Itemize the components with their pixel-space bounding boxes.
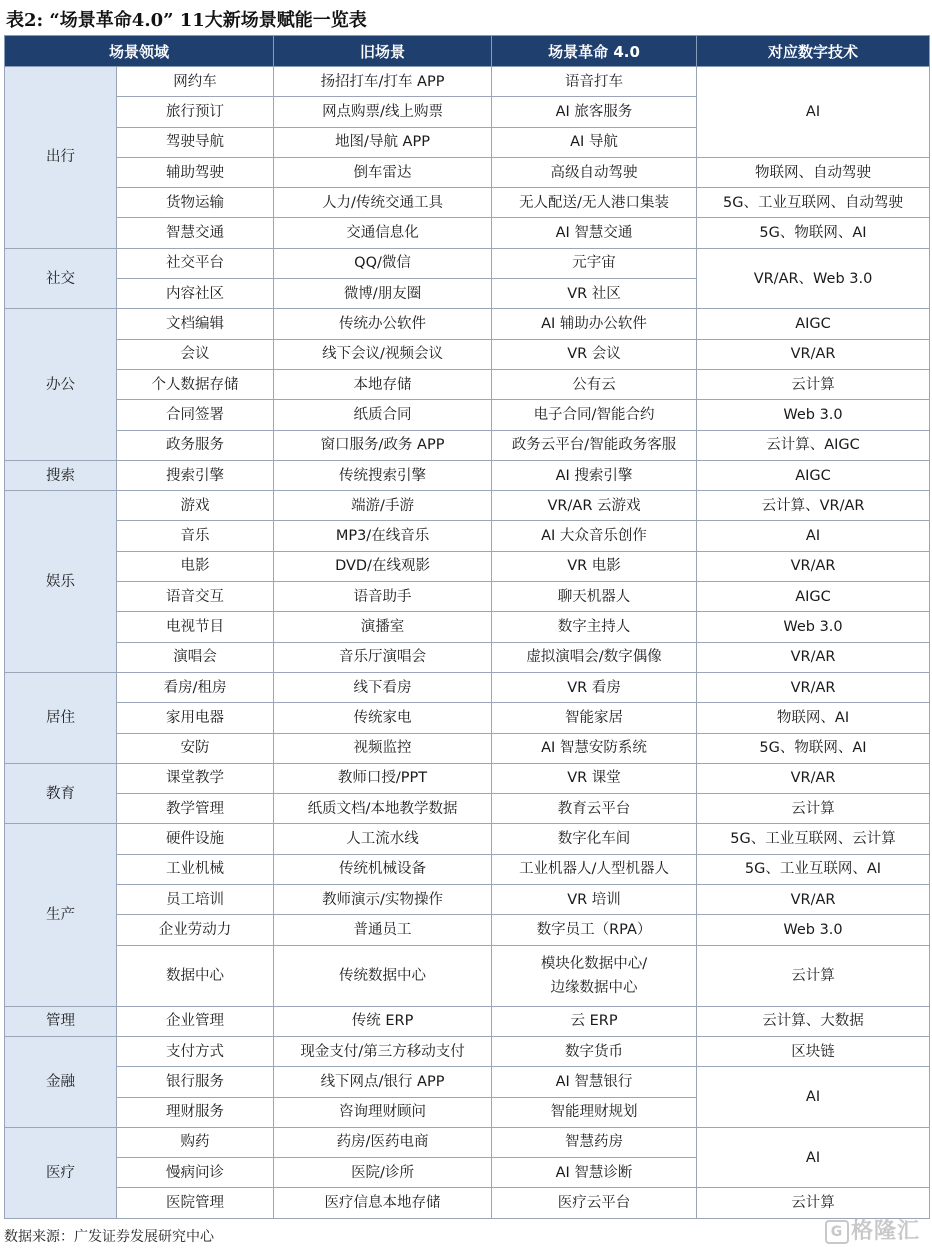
new-scenario-cell: VR 看房 bbox=[492, 672, 697, 702]
new-scenario-cell: AI 智慧安防系统 bbox=[492, 733, 697, 763]
subdomain-cell: 音乐 bbox=[117, 521, 274, 551]
header-domain: 场景领域 bbox=[5, 36, 274, 67]
new-scenario-cell: AI 智慧交通 bbox=[492, 218, 697, 248]
subdomain-cell: 文档编辑 bbox=[117, 309, 274, 339]
tech-cell: Web 3.0 bbox=[697, 915, 930, 945]
subdomain-cell: 支付方式 bbox=[117, 1036, 274, 1066]
table-row bbox=[5, 1127, 930, 1157]
subdomain-cell: 教学管理 bbox=[117, 794, 274, 824]
table-row bbox=[5, 1006, 930, 1036]
table-row bbox=[5, 915, 930, 945]
table-row bbox=[5, 551, 930, 581]
table-row bbox=[5, 67, 930, 97]
table-row bbox=[5, 309, 930, 339]
new-scenario-cell: VR 课堂 bbox=[492, 763, 697, 793]
old-scenario-cell: 医疗信息本地存储 bbox=[274, 1188, 492, 1218]
old-scenario-cell: 微博/朋友圈 bbox=[274, 279, 492, 309]
domain-cell: 金融 bbox=[5, 1036, 117, 1127]
subdomain-cell: 网约车 bbox=[117, 67, 274, 97]
table-row bbox=[5, 491, 930, 521]
table-row bbox=[5, 460, 930, 490]
tech-cell: 云计算 bbox=[697, 369, 930, 399]
new-scenario-cell: 高级自动驾驶 bbox=[492, 157, 697, 187]
tech-cell: 物联网、自动驾驶 bbox=[697, 157, 930, 187]
old-scenario-cell: 传统家电 bbox=[274, 703, 492, 733]
domain-cell: 社交 bbox=[5, 248, 117, 309]
new-scenario-cell: 工业机器人/人型机器人 bbox=[492, 854, 697, 884]
tech-cell: 云计算、VR/AR bbox=[697, 491, 930, 521]
subdomain-cell: 合同签署 bbox=[117, 400, 274, 430]
new-scenario-cell: VR/AR 云游戏 bbox=[492, 491, 697, 521]
old-scenario-cell: 倒车雷达 bbox=[274, 157, 492, 187]
old-scenario-cell: 地图/导航 APP bbox=[274, 127, 492, 157]
subdomain-cell: 个人数据存储 bbox=[117, 369, 274, 399]
subdomain-cell: 会议 bbox=[117, 339, 274, 369]
new-scenario-cell: 无人配送/无人港口集装 bbox=[492, 188, 697, 218]
watermark-logo-icon: G bbox=[825, 1220, 849, 1244]
new-scenario-cell: 数字化车间 bbox=[492, 824, 697, 854]
subdomain-cell: 硬件设施 bbox=[117, 824, 274, 854]
tech-cell: 5G、工业互联网、云计算 bbox=[697, 824, 930, 854]
tech-cell: VR/AR bbox=[697, 763, 930, 793]
table-row bbox=[5, 733, 930, 763]
old-scenario-cell: 窗口服务/政务 APP bbox=[274, 430, 492, 460]
old-scenario-cell: 扬招打车/打车 APP bbox=[274, 67, 492, 97]
new-scenario-cell: 数字员工（RPA） bbox=[492, 915, 697, 945]
subdomain-cell: 慢病问诊 bbox=[117, 1158, 274, 1188]
watermark bbox=[825, 1214, 920, 1245]
new-scenario-cell: 智能家居 bbox=[492, 703, 697, 733]
domain-cell: 娱乐 bbox=[5, 491, 117, 673]
header-new-scenario: 场景革命 4.0 bbox=[492, 36, 697, 67]
header-old-scenario: 旧场景 bbox=[274, 36, 492, 67]
new-scenario-cell: 数字货币 bbox=[492, 1036, 697, 1066]
tech-cell: 云计算、AIGC bbox=[697, 430, 930, 460]
new-scenario-cell: 数字主持人 bbox=[492, 612, 697, 642]
tech-cell: VR/AR、Web 3.0 bbox=[697, 248, 930, 309]
new-scenario-cell: VR 电影 bbox=[492, 551, 697, 581]
table-row bbox=[5, 703, 930, 733]
old-scenario-cell: 传统搜索引擎 bbox=[274, 460, 492, 490]
domain-cell: 医疗 bbox=[5, 1127, 117, 1218]
old-scenario-cell: 咨询理财顾问 bbox=[274, 1097, 492, 1127]
subdomain-cell: 政务服务 bbox=[117, 430, 274, 460]
old-scenario-cell: 现金支付/第三方移动支付 bbox=[274, 1036, 492, 1066]
table-row bbox=[5, 1067, 930, 1097]
old-scenario-cell: DVD/在线观影 bbox=[274, 551, 492, 581]
subdomain-cell: 电视节目 bbox=[117, 612, 274, 642]
old-scenario-cell: 教师演示/实物操作 bbox=[274, 885, 492, 915]
tech-cell: VR/AR bbox=[697, 642, 930, 672]
old-scenario-cell: 语音助手 bbox=[274, 582, 492, 612]
table-title: 表2: “场景革命4.0” 11大新场景赋能一览表 bbox=[6, 10, 367, 31]
table-row bbox=[5, 218, 930, 248]
subdomain-cell: 员工培训 bbox=[117, 885, 274, 915]
subdomain-cell: 演唱会 bbox=[117, 642, 274, 672]
domain-cell: 办公 bbox=[5, 309, 117, 460]
old-scenario-cell: 线下网点/银行 APP bbox=[274, 1067, 492, 1097]
tech-cell: 云计算、大数据 bbox=[697, 1006, 930, 1036]
table-row bbox=[5, 1188, 930, 1218]
header-row bbox=[5, 36, 930, 67]
subdomain-cell: 看房/租房 bbox=[117, 672, 274, 702]
tech-cell: 5G、工业互联网、自动驾驶 bbox=[697, 188, 930, 218]
table-row bbox=[5, 521, 930, 551]
subdomain-cell: 数据中心 bbox=[117, 945, 274, 1006]
tech-cell: VR/AR bbox=[697, 551, 930, 581]
new-scenario-cell: VR 会议 bbox=[492, 339, 697, 369]
subdomain-cell: 医院管理 bbox=[117, 1188, 274, 1218]
new-scenario-cell: VR 社区 bbox=[492, 279, 697, 309]
tech-cell: Web 3.0 bbox=[697, 612, 930, 642]
domain-cell: 出行 bbox=[5, 67, 117, 249]
old-scenario-cell: 人力/传统交通工具 bbox=[274, 188, 492, 218]
old-scenario-cell: 视频监控 bbox=[274, 733, 492, 763]
new-scenario-cell: AI 大众音乐创作 bbox=[492, 521, 697, 551]
subdomain-cell: 购药 bbox=[117, 1127, 274, 1157]
old-scenario-cell: 音乐厅演唱会 bbox=[274, 642, 492, 672]
table-row bbox=[5, 824, 930, 854]
old-scenario-cell: 演播室 bbox=[274, 612, 492, 642]
domain-cell: 生产 bbox=[5, 824, 117, 1006]
subdomain-cell: 内容社区 bbox=[117, 279, 274, 309]
new-scenario-cell: 智慧药房 bbox=[492, 1127, 697, 1157]
source-note: 数据来源：广发证券发展研究中心 bbox=[4, 1229, 214, 1245]
scenario-table bbox=[4, 35, 930, 1219]
old-scenario-cell: 网点购票/线上购票 bbox=[274, 97, 492, 127]
tech-cell: AI bbox=[697, 1067, 930, 1128]
old-scenario-cell: 纸质合同 bbox=[274, 400, 492, 430]
table-row bbox=[5, 157, 930, 187]
new-scenario-cell: VR 培训 bbox=[492, 885, 697, 915]
table-row bbox=[5, 612, 930, 642]
subdomain-cell: 企业劳动力 bbox=[117, 915, 274, 945]
subdomain-cell: 课堂教学 bbox=[117, 763, 274, 793]
header-tech: 对应数字技术 bbox=[697, 36, 930, 67]
new-scenario-cell bbox=[492, 945, 697, 1006]
old-scenario-cell: 医院/诊所 bbox=[274, 1158, 492, 1188]
new-scenario-cell: AI 导航 bbox=[492, 127, 697, 157]
new-scenario-cell: AI 智慧银行 bbox=[492, 1067, 697, 1097]
table-row bbox=[5, 1036, 930, 1066]
tech-cell: VR/AR bbox=[697, 339, 930, 369]
tech-cell: 区块链 bbox=[697, 1036, 930, 1066]
subdomain-cell: 驾驶导航 bbox=[117, 127, 274, 157]
table-row bbox=[5, 400, 930, 430]
table-row bbox=[5, 672, 930, 702]
old-scenario-cell: 药房/医药电商 bbox=[274, 1127, 492, 1157]
old-scenario-cell: 纸质文档/本地教学数据 bbox=[274, 794, 492, 824]
new-scenario-cell: 聊天机器人 bbox=[492, 582, 697, 612]
new-scenario-cell: 语音打车 bbox=[492, 67, 697, 97]
domain-cell: 搜索 bbox=[5, 460, 117, 490]
tech-cell: AI bbox=[697, 521, 930, 551]
subdomain-cell: 游戏 bbox=[117, 491, 274, 521]
table-row bbox=[5, 369, 930, 399]
new-scenario-line: 模块化数据中心/ bbox=[540, 955, 648, 972]
table-row bbox=[5, 248, 930, 278]
domain-cell: 居住 bbox=[5, 672, 117, 763]
tech-cell: AI bbox=[697, 1127, 930, 1188]
old-scenario-cell: 传统办公软件 bbox=[274, 309, 492, 339]
table-row bbox=[5, 945, 930, 1006]
tech-cell: 云计算 bbox=[697, 794, 930, 824]
subdomain-cell: 辅助驾驶 bbox=[117, 157, 274, 187]
old-scenario-cell: 传统 ERP bbox=[274, 1006, 492, 1036]
watermark-text: 格隆汇 bbox=[850, 1219, 920, 1244]
table-row bbox=[5, 642, 930, 672]
subdomain-cell: 理财服务 bbox=[117, 1097, 274, 1127]
tech-cell: 5G、物联网、AI bbox=[697, 733, 930, 763]
tech-cell: 5G、工业互联网、AI bbox=[697, 854, 930, 884]
subdomain-cell: 安防 bbox=[117, 733, 274, 763]
old-scenario-cell: 线下看房 bbox=[274, 672, 492, 702]
old-scenario-cell: 教师口授/PPT bbox=[274, 763, 492, 793]
old-scenario-cell: 端游/手游 bbox=[274, 491, 492, 521]
domain-cell: 管理 bbox=[5, 1006, 117, 1036]
table-row bbox=[5, 885, 930, 915]
old-scenario-cell: MP3/在线音乐 bbox=[274, 521, 492, 551]
new-scenario-cell: AI 辅助办公软件 bbox=[492, 309, 697, 339]
old-scenario-cell: 传统机械设备 bbox=[274, 854, 492, 884]
new-scenario-cell: AI 搜索引擎 bbox=[492, 460, 697, 490]
new-scenario-cell: 医疗云平台 bbox=[492, 1188, 697, 1218]
table-row bbox=[5, 582, 930, 612]
old-scenario-cell: 交通信息化 bbox=[274, 218, 492, 248]
old-scenario-cell: 人工流水线 bbox=[274, 824, 492, 854]
new-scenario-cell: 云 ERP bbox=[492, 1006, 697, 1036]
subdomain-cell: 语音交互 bbox=[117, 582, 274, 612]
subdomain-cell: 货物运输 bbox=[117, 188, 274, 218]
subdomain-cell: 工业机械 bbox=[117, 854, 274, 884]
new-scenario-cell: 政务云平台/智能政务客服 bbox=[492, 430, 697, 460]
new-scenario-cell: AI 旅客服务 bbox=[492, 97, 697, 127]
new-scenario-line: 边缘数据中心 bbox=[550, 979, 638, 996]
tech-cell: VR/AR bbox=[697, 885, 930, 915]
subdomain-cell: 家用电器 bbox=[117, 703, 274, 733]
tech-cell: AIGC bbox=[697, 460, 930, 490]
new-scenario-cell: 智能理财规划 bbox=[492, 1097, 697, 1127]
domain-cell: 教育 bbox=[5, 763, 117, 824]
tech-cell: 物联网、AI bbox=[697, 703, 930, 733]
old-scenario-cell: 普通员工 bbox=[274, 915, 492, 945]
new-scenario-cell: AI 智慧诊断 bbox=[492, 1158, 697, 1188]
old-scenario-cell: 本地存储 bbox=[274, 369, 492, 399]
subdomain-cell: 智慧交通 bbox=[117, 218, 274, 248]
table-row bbox=[5, 188, 930, 218]
table-body bbox=[5, 67, 930, 1219]
subdomain-cell: 企业管理 bbox=[117, 1006, 274, 1036]
table-row bbox=[5, 854, 930, 884]
subdomain-cell: 社交平台 bbox=[117, 248, 274, 278]
new-scenario-cell: 电子合同/智能合约 bbox=[492, 400, 697, 430]
subdomain-cell: 搜索引擎 bbox=[117, 460, 274, 490]
subdomain-cell: 银行服务 bbox=[117, 1067, 274, 1097]
new-scenario-cell: 元宇宙 bbox=[492, 248, 697, 278]
new-scenario-cell: 虚拟演唱会/数字偶像 bbox=[492, 642, 697, 672]
tech-cell: 云计算 bbox=[697, 945, 930, 1006]
old-scenario-cell: QQ/微信 bbox=[274, 248, 492, 278]
subdomain-cell: 电影 bbox=[117, 551, 274, 581]
tech-cell: VR/AR bbox=[697, 672, 930, 702]
table-row bbox=[5, 794, 930, 824]
table-row bbox=[5, 339, 930, 369]
tech-cell: 5G、物联网、AI bbox=[697, 218, 930, 248]
table-row bbox=[5, 430, 930, 460]
tech-cell: Web 3.0 bbox=[697, 400, 930, 430]
subdomain-cell: 旅行预订 bbox=[117, 97, 274, 127]
tech-cell: AI bbox=[697, 67, 930, 158]
tech-cell: 云计算 bbox=[697, 1188, 930, 1218]
old-scenario-cell: 线下会议/视频会议 bbox=[274, 339, 492, 369]
table-row bbox=[5, 763, 930, 793]
tech-cell: AIGC bbox=[697, 309, 930, 339]
new-scenario-cell: 公有云 bbox=[492, 369, 697, 399]
tech-cell: AIGC bbox=[697, 582, 930, 612]
old-scenario-cell: 传统数据中心 bbox=[274, 945, 492, 1006]
new-scenario-cell: 教育云平台 bbox=[492, 794, 697, 824]
